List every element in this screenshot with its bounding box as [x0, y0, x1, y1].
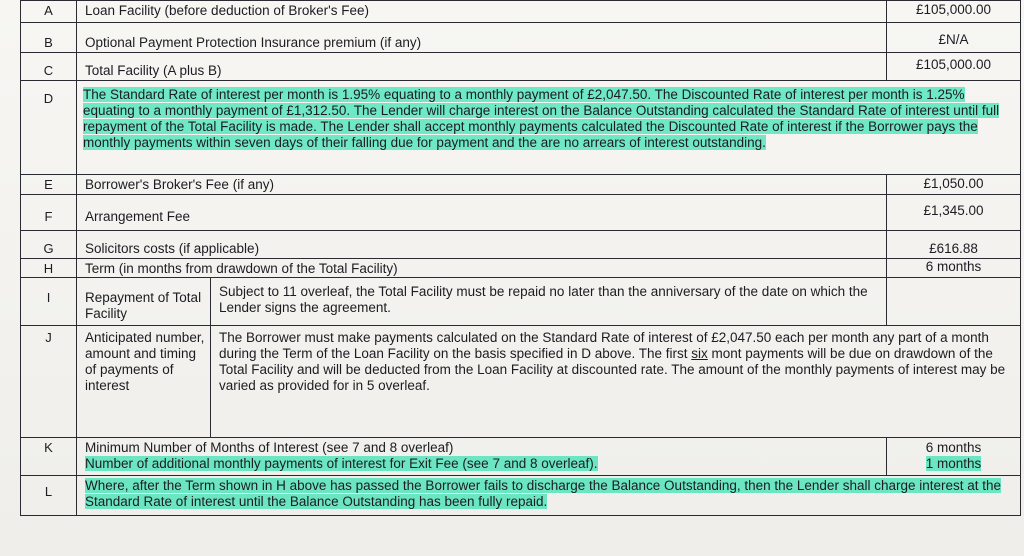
row-description: Arrangement Fee [77, 195, 887, 231]
row-c [21, 53, 1021, 81]
row-description [77, 438, 887, 476]
minimum-months-value: 6 months [925, 440, 982, 455]
underlined-word: six [691, 346, 708, 361]
row-e [21, 175, 1021, 195]
row-label: Repayment of Total Facility [77, 278, 211, 326]
highlighted-exit-fee-text: Number of additional monthly payments of interest for Exit Fee (see 7 and 8 overleaf). [85, 456, 598, 471]
row-d [21, 81, 1021, 175]
row-description: Total Facility (A plus B) [77, 53, 887, 81]
row-label: Anticipated number, amount and timing of payments of interest [77, 326, 211, 438]
row-description: Optional Payment Protection Insurance premium (if any) [77, 23, 887, 53]
row-description: Solicitors costs (if applicable) [77, 231, 887, 259]
row-l [21, 476, 1021, 516]
row-letter: K [21, 438, 77, 476]
row-amount-empty [887, 278, 1021, 326]
row-amount: 6 months [887, 259, 1021, 278]
row-description [77, 81, 1021, 175]
minimum-months-label: Minimum Number of Months of Interest (see 7 and 8 overleaf) [85, 440, 454, 455]
row-a [21, 1, 1021, 23]
row-amount [887, 438, 1021, 476]
row-description: Subject to 11 overleaf, the Total Facility must be repaid no later than the anniversary of the date on which the Lender signs the agreement. [211, 278, 887, 326]
row-g [21, 231, 1021, 259]
row-description: Term (in months from drawdown of the Total Facility) [77, 259, 887, 278]
row-letter: E [21, 175, 77, 195]
row-j [21, 326, 1021, 438]
interest-payments-text: The Borrower must make payments calculated on the Standard Rate of interest of £2,047.50 each per month any part of a month during the Term of the Loan Facility on the basis specified in D above. The first [219, 330, 989, 361]
row-letter: G [21, 231, 77, 259]
interest-payments-text-cont: mont payments will be due on drawdown of the Total Facility and will be deducted from the Loan Facility at discounted rate. The amount of the monthly payments of interest may be varied as provided for in 5 overleaf. [219, 346, 1006, 393]
highlighted-exit-fee-value: 1 months [925, 456, 982, 471]
row-letter: B [21, 23, 77, 53]
row-amount: £105,000.00 [887, 1, 1021, 23]
row-k [21, 438, 1021, 476]
row-letter: J [21, 326, 77, 438]
row-description [211, 326, 1021, 438]
highlighted-default-interest-text: Where, after the Term shown in H above has passed the Borrower fails to discharge the Balance Outstanding, then the Lender shall charge interest at the Standard Rate of interest until the Balance Outstanding has been fully repaid. [85, 478, 1002, 509]
row-description [77, 476, 1021, 516]
row-letter: F [21, 195, 77, 231]
row-amount: £1,050.00 [887, 175, 1021, 195]
row-description: Borrower's Broker's Fee (if any) [77, 175, 887, 195]
row-letter: H [21, 259, 77, 278]
row-b [21, 23, 1021, 53]
row-letter: I [21, 278, 77, 326]
exit-fee-months-value [889, 456, 1018, 472]
row-amount: £1,345.00 [887, 195, 1021, 231]
row-letter: D [21, 81, 77, 175]
highlighted-interest-terms: The Standard Rate of interest per month is 1.95% equating to a monthly payment of £2,047.50. The Discounted Rate of interest per month is 1.25% equating to a monthly payment of £1,312.50. The Lender will charge interest on the Balance Outstanding calculated the Standard Rate of interest until full repayment of the Total Facility is made. The Lender shall accept monthly payments calculated the Discounted Rate of interest if the Borrower pays the monthly payments within seven days of their falling due for payment and the are no arrears of interest outstanding. [83, 87, 1000, 150]
row-h [21, 259, 1021, 278]
row-amount: £616.88 [887, 231, 1021, 259]
loan-terms-table [20, 0, 1021, 516]
row-amount: £N/A [887, 23, 1021, 53]
row-description: Loan Facility (before deduction of Broker's Fee) [77, 1, 887, 23]
row-i [21, 278, 1021, 326]
row-f [21, 195, 1021, 231]
row-amount: £105,000.00 [887, 53, 1021, 81]
row-letter: A [21, 1, 77, 23]
exit-fee-months-label [85, 456, 881, 472]
row-letter: L [21, 476, 77, 516]
row-letter: C [21, 53, 77, 81]
